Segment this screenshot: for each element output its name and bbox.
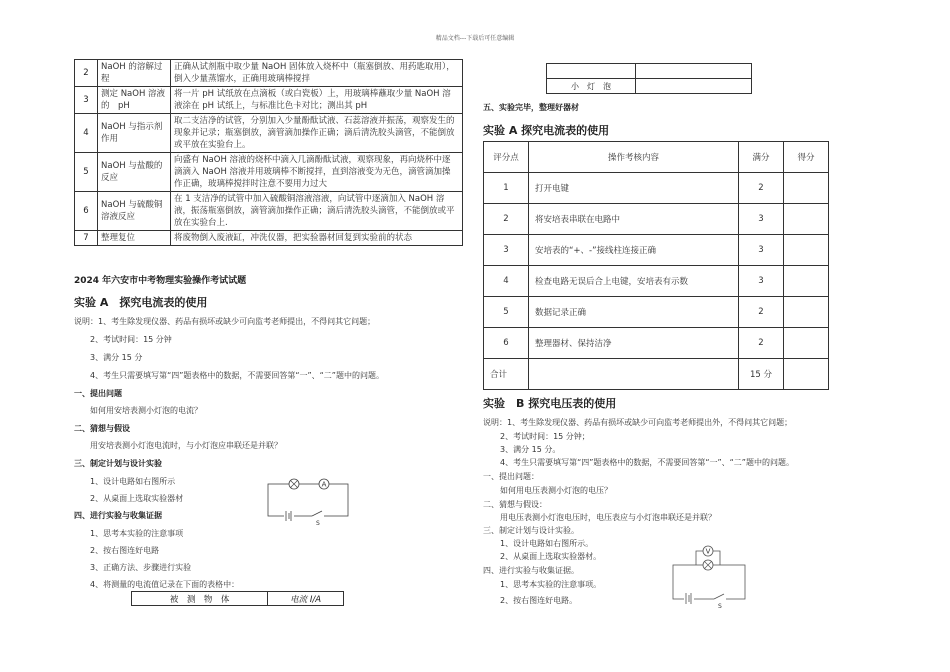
section-4-heading: 四、进行实验与收集证据 — [74, 511, 162, 520]
score-full: 3 — [739, 204, 784, 235]
score-table — [483, 141, 829, 390]
section-4-item-3: 3、正确方法、步骤进行实验 — [90, 563, 192, 572]
score-header-content: 操作考核内容 — [529, 142, 739, 173]
step-operation: 正确从试剂瓶中取少量 NaOH 固体放入烧杯中（瓶塞倒放、用药匙取用），倒入少量蒸馏水，正确用玻璃棒搅拌 — [171, 60, 463, 87]
section-4-item-4: 4、将测量的电流值记录在下面的表格中： — [90, 580, 240, 589]
score-content: 打开电键 — [529, 173, 739, 204]
step-number: 7 — [75, 231, 98, 246]
step-name: 测定 NaOH 溶液的 pH — [98, 87, 171, 114]
switch-label-b: S — [718, 603, 722, 609]
exp-b-line: 一、提出问题： — [483, 472, 539, 481]
exp-b-line: 2、从桌面上选取实验器材。 — [500, 552, 602, 561]
step-operation: 在 1 支洁净的试管中加入硫酸铜溶液溶液，向试管中逐滴加入 NaOH 溶液，振荡瓶塞倒放，滴管滴加操作正确；滴后清洗胶头滴管，不能倒放或平放在实验台上. — [171, 192, 463, 231]
score-header-point: 评分点 — [484, 142, 529, 173]
section-4-item-1: 1、思考本实验的注意事项 — [90, 529, 184, 538]
step-name: NaOH 的溶解过程 — [98, 60, 171, 87]
score-header-got: 得分 — [784, 142, 829, 173]
score-got — [784, 297, 829, 328]
exp-b-line: 说明：1、考生除发现仪器、药品有损坏或缺少可向监考老师提出外，不得问其它问题； — [483, 418, 793, 427]
score-point: 1 — [484, 173, 529, 204]
section-1-text: 如何用安培表测小灯泡的电流？ — [90, 406, 202, 415]
ammeter-circuit-diagram — [266, 475, 352, 525]
exp-b-line: 用电压表测小灯泡电压时，电压表应与小灯泡串联还是并联？ — [500, 513, 716, 522]
section-5-heading: 五、实验完毕，整理好器材 — [483, 103, 579, 112]
exp-b-line: 1、设计电路如右图所示。 — [500, 539, 594, 548]
score-point: 2 — [484, 204, 529, 235]
chem-steps-table — [74, 59, 463, 246]
score-got — [784, 266, 829, 297]
section-2-heading: 二、猜想与假设 — [74, 424, 130, 433]
exp-b-line: 如何用电压表测小灯泡的电压？ — [500, 486, 612, 495]
table-row — [75, 60, 463, 87]
exp-b-line: 三、制定计划与设计实验。 — [483, 526, 579, 535]
step-name: NaOH 与硫酸铜溶液反应 — [98, 192, 171, 231]
total-score: 15 分 — [739, 359, 784, 390]
score-point: 3 — [484, 235, 529, 266]
score-content: 检查电路无误后合上电键，安培表有示数 — [529, 266, 739, 297]
step-operation: 将一片 pH 试纸放在点滴板（或白瓷板）上，用玻璃棒蘸取少量 NaOH 溶液涂在 pH 试纸上，与标准比色卡对比；测出其 pH — [171, 87, 463, 114]
step-name: NaOH 与指示剂作用 — [98, 114, 171, 153]
record-header-current: 电流 I/A — [268, 592, 344, 606]
step-number: 6 — [75, 192, 98, 231]
score-got — [784, 204, 829, 235]
exp-b-line: 四、进行实验与收集证据。 — [483, 566, 579, 575]
exp-b-line: 1、思考本实验的注意事项。 — [500, 580, 602, 589]
section-3-item-2: 2、从桌面上选取实验器材 — [90, 494, 184, 503]
score-full: 3 — [739, 266, 784, 297]
table-row — [75, 153, 463, 192]
step-name: NaOH 与盐酸的反应 — [98, 153, 171, 192]
step-number: 3 — [75, 87, 98, 114]
section-3-heading: 三、制定计划与设计实验 — [74, 459, 162, 468]
exp-b-line: 2、按右图连好电路。 — [500, 596, 578, 605]
section-1-heading: 一、提出问题 — [74, 389, 122, 398]
score-full: 2 — [739, 173, 784, 204]
note-4: 4、考生只需要填写第“四”题表格中的数据，不需要回答第“一”、“二”题中的问题。 — [90, 371, 384, 380]
table-row — [75, 114, 463, 153]
voltmeter-label: V — [705, 547, 711, 556]
section-4-item-2: 2、按右图连好电路 — [90, 546, 160, 555]
doc-title: 2024 年六安市中考物理实验操作考试试题 — [74, 276, 247, 286]
table-row — [75, 231, 463, 246]
table-row — [75, 192, 463, 231]
ammeter-label: A — [321, 480, 327, 489]
exp-b-title: 实验 B 探究电压表的使用 — [483, 397, 617, 410]
note-3: 3、满分 15 分 — [90, 353, 143, 362]
exp-b-line: 4、考生只需要填写第“四”题表格中的数据，不需要回答第“一”、“二”题中的问题。 — [500, 458, 794, 467]
lamp-label: 小 灯 泡 — [547, 79, 636, 94]
total-label: 合计 — [484, 359, 529, 390]
switch-label: S — [316, 520, 320, 525]
score-point: 4 — [484, 266, 529, 297]
score-row — [484, 266, 829, 297]
lamp-record-table — [546, 63, 752, 94]
step-number: 5 — [75, 153, 98, 192]
step-operation: 取二支洁净的试管，分别加入少量酚酞试液、石蕊溶液并振荡，观察发生的现象并记录；瓶塞倒放，滴管滴加操作正确；滴后清洗胶头滴管，不能倒放或平放在实验台上。 — [171, 114, 463, 153]
exp-b-line: 2、考试时间：15 分钟； — [500, 432, 590, 441]
exp-a-score-title: 实验 A 探究电流表的使用 — [483, 124, 610, 137]
score-row — [484, 297, 829, 328]
score-header-full: 满分 — [739, 142, 784, 173]
score-content: 安培表的“+、-”接线柱连接正确 — [529, 235, 739, 266]
score-full: 2 — [739, 328, 784, 359]
voltmeter-circuit-diagram — [670, 543, 750, 609]
score-point: 5 — [484, 297, 529, 328]
step-operation: 向盛有 NaOH 溶液的烧杯中滴入几滴酚酞试液，观察现象，再向烧杯中逐滴滴入 NaOH 溶液并用玻璃棒不断搅拌，直到溶液变为无色，滴管滴加操作正确，玻璃棒搅拌时注意不要用力过大 — [171, 153, 463, 192]
step-number: 4 — [75, 114, 98, 153]
table-row — [75, 87, 463, 114]
step-number: 2 — [75, 60, 98, 87]
score-point: 6 — [484, 328, 529, 359]
exp-a-title: 实验 A 探究电流表的使用 — [74, 296, 208, 309]
step-name: 整理复位 — [98, 231, 171, 246]
score-content: 数据记录正确 — [529, 297, 739, 328]
exp-b-line: 二、猜想与假设： — [483, 500, 547, 509]
record-header-object: 被 测 物 体 — [132, 592, 268, 606]
section-3-item-1: 1、设计电路如右图所示 — [90, 477, 176, 486]
score-content: 将安培表串联在电路中 — [529, 204, 739, 235]
score-got — [784, 235, 829, 266]
score-row — [484, 204, 829, 235]
score-row — [484, 173, 829, 204]
page-header: 精品文档---下载后可任意编辑 — [435, 35, 515, 42]
score-row — [484, 328, 829, 359]
step-operation: 将废物倒入废液缸，冲洗仪器，把实验器材回复到实验前的状态 — [171, 231, 463, 246]
score-row — [484, 235, 829, 266]
current-record-table — [131, 591, 344, 606]
score-full: 3 — [739, 235, 784, 266]
score-got — [784, 328, 829, 359]
score-full: 2 — [739, 297, 784, 328]
note-2: 2、考试时间：15 分钟 — [90, 335, 172, 344]
score-content: 整理器材、保持洁净 — [529, 328, 739, 359]
score-got — [784, 173, 829, 204]
exp-b-line: 3、满分 15 分。 — [500, 445, 561, 454]
note-1: 说明：1、考生除发现仪器、药品有损坏或缺少可向监考老师提出，不得问其它问题； — [74, 317, 376, 326]
section-2-text: 用安培表测小灯泡电流时，与小灯泡应串联还是并联？ — [90, 441, 282, 450]
